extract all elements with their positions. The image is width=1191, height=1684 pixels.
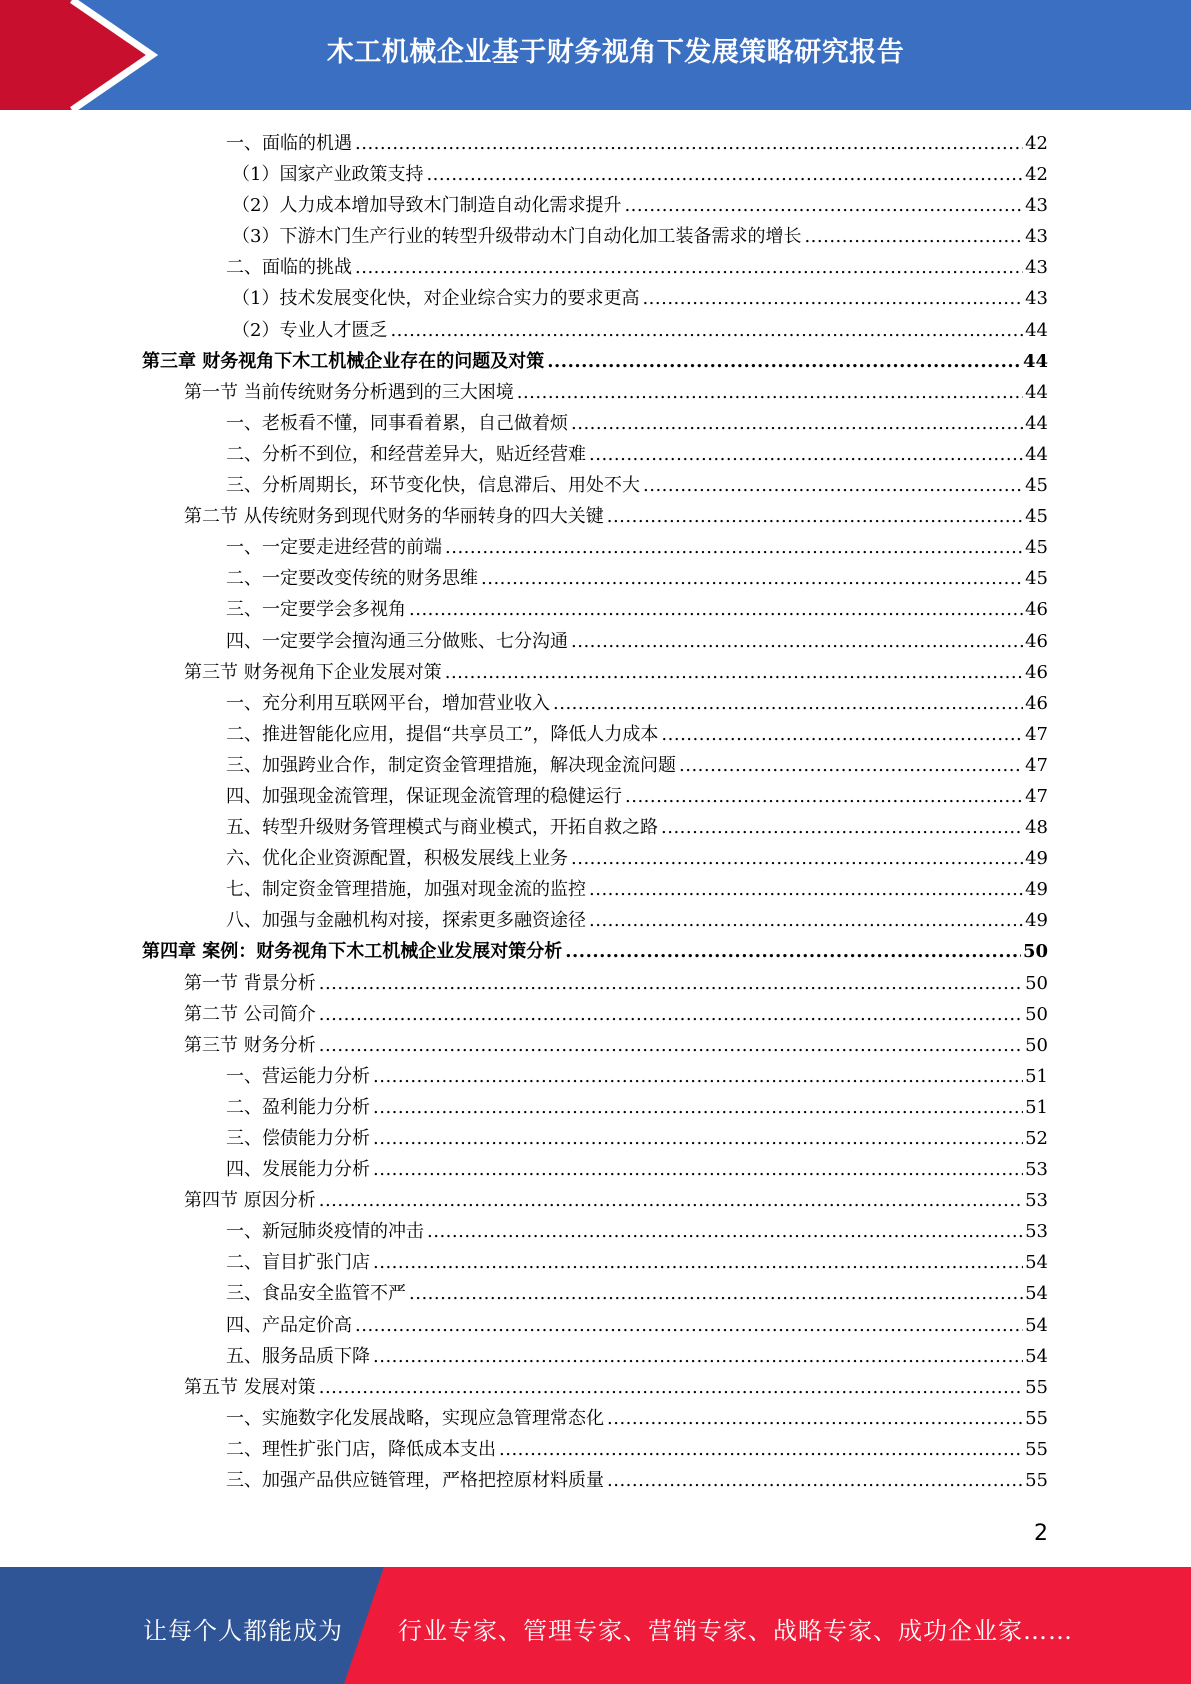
toc-dot-leader	[319, 1372, 1023, 1403]
toc-dot-leader	[661, 812, 1023, 843]
toc-entry-page: 44	[1022, 350, 1048, 372]
toc-dot-leader	[319, 1185, 1023, 1216]
toc-dot-leader	[373, 1123, 1023, 1154]
toc-subsection-entry[interactable]	[142, 315, 1048, 346]
toc-subsection-entry[interactable]	[142, 470, 1048, 501]
toc-entry-title: 三、一定要学会多视角	[226, 599, 406, 621]
toc-subsection-entry[interactable]	[142, 719, 1048, 750]
toc-dot-leader	[571, 626, 1023, 657]
toc-entry-title: （1）技术发展变化快，对企业综合实力的要求更高	[232, 288, 640, 310]
toc-dot-leader	[319, 1030, 1023, 1061]
toc-entry-page: 50	[1025, 972, 1048, 994]
toc-dot-leader	[607, 1403, 1023, 1434]
toc-subsection-entry[interactable]	[142, 1216, 1048, 1247]
toc-entry-page: 45	[1025, 537, 1048, 559]
toc-entry-title: 三、偿债能力分析	[226, 1128, 370, 1149]
toc-section-entry[interactable]	[142, 1372, 1048, 1403]
toc-subsection-entry[interactable]	[142, 1154, 1048, 1185]
toc-section-entry[interactable]	[142, 999, 1048, 1030]
toc-entry-page: 53	[1025, 1159, 1048, 1181]
toc-entry-title: 七、制定资金管理措施，加强对现金流的监控	[226, 879, 586, 901]
toc-entry-page: 51	[1025, 1065, 1048, 1087]
toc-entry-page: 43	[1025, 288, 1048, 310]
toc-dot-leader	[355, 252, 1023, 283]
toc-dot-leader	[409, 1278, 1023, 1309]
toc-entry-title: 五、转型升级财务管理模式与商业模式，开拓自救之路	[226, 817, 658, 839]
toc-section-entry[interactable]	[142, 377, 1048, 408]
toc-dot-leader	[607, 1465, 1023, 1496]
toc-dot-leader	[373, 1061, 1023, 1092]
toc-entry-title: 二、一定要改变传统的财务思维	[226, 568, 478, 590]
toc-chapter-entry[interactable]	[142, 346, 1048, 377]
toc-dot-leader	[517, 377, 1023, 408]
toc-entry-page: 46	[1025, 630, 1048, 652]
toc-entry-title: 二、面临的挑战	[226, 257, 352, 279]
toc-entry-title: 二、理性扩张门店，降低成本支出	[226, 1438, 496, 1460]
toc-entry-page: 50	[1025, 1034, 1048, 1056]
toc-subsection-entry[interactable]	[142, 1061, 1048, 1092]
footer-slogan-left: 让每个人都能成为	[143, 1617, 343, 1645]
toc-entry-title: 一、老板看不懂，同事看着累，自己做着烦	[226, 412, 568, 434]
page-footer	[0, 1567, 1191, 1684]
toc-entry-page: 43	[1025, 226, 1048, 248]
toc-section-entry[interactable]	[142, 1030, 1048, 1061]
toc-dot-leader	[319, 999, 1023, 1030]
toc-subsection-entry[interactable]	[142, 408, 1048, 439]
toc-dot-leader	[607, 501, 1023, 532]
toc-entry-title: 四、加强现金流管理，保证现金流管理的稳健运行	[226, 785, 622, 807]
toc-entry-title: （3）下游木门生产行业的转型升级带动木门自动化加工装备需求的增长	[232, 226, 802, 248]
toc-dot-leader	[355, 1310, 1023, 1341]
toc-dot-leader	[553, 688, 1023, 719]
toc-section-entry[interactable]	[142, 1185, 1048, 1216]
toc-subsection-entry[interactable]	[142, 190, 1048, 221]
toc-dot-leader	[481, 563, 1023, 594]
toc-entry-title: （2）专业人才匮乏	[232, 319, 388, 341]
toc-dot-leader	[624, 190, 1023, 221]
toc-entry-title: （2）人力成本增加导致木门制造自动化需求提升	[232, 195, 622, 217]
toc-entry-title: 四、发展能力分析	[226, 1159, 370, 1181]
toc-dot-leader	[409, 594, 1023, 625]
toc-dot-leader	[445, 657, 1023, 688]
toc-dot-leader	[571, 843, 1023, 874]
toc-entry-page: 44	[1025, 319, 1048, 341]
toc-entry-page: 49	[1025, 879, 1048, 901]
toc-dot-leader	[547, 346, 1021, 377]
toc-subsection-entry[interactable]	[142, 688, 1048, 719]
toc-entry-page: 53	[1025, 1221, 1048, 1243]
toc-entry-page: 55	[1025, 1407, 1048, 1429]
toc-dot-leader	[426, 159, 1023, 190]
toc-dot-leader	[565, 936, 1021, 967]
footer-slogan-right: 行业专家、管理专家、营销专家、战略专家、成功企业家……	[398, 1617, 1073, 1645]
toc-entry-page: 45	[1025, 475, 1048, 497]
toc-entry-title: 三、加强产品供应链管理，严格把控原材料质量	[226, 1470, 604, 1492]
toc-entry-title: 第三章 财务视角下木工机械企业存在的问题及对策	[142, 350, 545, 372]
toc-section-entry[interactable]	[142, 657, 1048, 688]
table-of-contents	[142, 128, 1048, 1496]
toc-dot-leader	[390, 315, 1023, 346]
toc-entry-title: 五、服务品质下降	[226, 1345, 370, 1367]
toc-entry-title: 第三节 财务视角下企业发展对策	[184, 661, 442, 683]
toc-entry-title: 第四章 案例：财务视角下木工机械企业发展对策分析	[142, 941, 563, 963]
toc-entry-page: 44	[1025, 412, 1048, 434]
toc-entry-page: 45	[1025, 568, 1048, 590]
toc-entry-page: 42	[1025, 164, 1048, 186]
toc-entry-title: 八、加强与金融机构对接，探索更多融资途径	[226, 910, 586, 932]
toc-dot-leader	[625, 781, 1023, 812]
toc-subsection-entry[interactable]	[142, 1465, 1048, 1496]
toc-entry-page: 50	[1022, 941, 1048, 963]
toc-entry-page: 47	[1025, 723, 1048, 745]
toc-entry-title: 第五节 发展对策	[184, 1376, 316, 1398]
toc-entry-page: 49	[1025, 910, 1048, 932]
toc-entry-title: 第二节 公司简介	[184, 1003, 316, 1025]
toc-entry-page: 54	[1025, 1345, 1048, 1367]
toc-dot-leader	[445, 532, 1023, 563]
toc-subsection-entry[interactable]	[142, 874, 1048, 905]
toc-entry-page: 46	[1025, 599, 1048, 621]
toc-dot-leader	[319, 968, 1023, 999]
toc-dot-leader	[804, 221, 1023, 252]
toc-entry-title: 三、食品安全监管不严	[226, 1283, 406, 1305]
toc-subsection-entry[interactable]	[142, 128, 1048, 159]
toc-entry-title: 第四节 原因分析	[184, 1190, 316, 1212]
toc-subsection-entry[interactable]	[142, 1278, 1048, 1309]
toc-entry-title: 第一节 背景分析	[184, 972, 316, 994]
toc-entry-page: 55	[1025, 1470, 1048, 1492]
toc-subsection-entry[interactable]	[142, 905, 1048, 936]
toc-subsection-entry[interactable]	[142, 532, 1048, 563]
toc-chapter-entry[interactable]	[142, 936, 1048, 967]
toc-dot-leader	[589, 905, 1023, 936]
toc-entry-title: 四、产品定价高	[226, 1314, 352, 1336]
toc-entry-title: 第三节 财务分析	[184, 1034, 316, 1056]
toc-subsection-entry[interactable]	[142, 781, 1048, 812]
toc-entry-page: 46	[1025, 661, 1048, 683]
toc-dot-leader	[373, 1092, 1023, 1123]
toc-dot-leader	[499, 1434, 1023, 1465]
toc-dot-leader	[373, 1247, 1023, 1278]
toc-entry-title: 一、面临的机遇	[226, 133, 352, 154]
toc-subsection-entry[interactable]	[142, 1341, 1048, 1372]
toc-entry-page: 54	[1025, 1252, 1048, 1274]
page-number: 2	[1034, 1521, 1048, 1546]
toc-dot-leader	[373, 1154, 1023, 1185]
toc-entry-title: 第一节 当前传统财务分析遇到的三大困境	[184, 381, 514, 403]
toc-subsection-entry[interactable]	[142, 283, 1048, 314]
toc-dot-leader	[642, 283, 1023, 314]
toc-entry-title: 第二节 从传统财务到现代财务的华丽转身的四大关键	[184, 506, 604, 528]
toc-entry-page: 54	[1025, 1283, 1048, 1305]
toc-dot-leader	[427, 1216, 1023, 1247]
toc-entry-page: 54	[1025, 1314, 1048, 1336]
toc-entry-title: 三、加强跨业合作，制定资金管理措施，解决现金流问题	[226, 754, 676, 776]
toc-entry-title: 二、推进智能化应用，提倡“共享员工”，降低人力成本	[226, 723, 659, 745]
toc-entry-page: 47	[1025, 785, 1048, 807]
toc-entry-title: 三、分析周期长，环节变化快，信息滞后、用处不大	[226, 475, 640, 497]
toc-entry-page: 49	[1025, 848, 1048, 870]
toc-subsection-entry[interactable]	[142, 594, 1048, 625]
toc-dot-leader	[571, 408, 1023, 439]
toc-subsection-entry[interactable]	[142, 626, 1048, 657]
toc-entry-page: 47	[1025, 754, 1048, 776]
toc-entry-page: 45	[1025, 506, 1048, 528]
page-header	[0, 0, 1191, 110]
toc-entry-page: 53	[1025, 1190, 1048, 1212]
toc-entry-title: 二、盈利能力分析	[226, 1096, 370, 1118]
toc-entry-page: 43	[1025, 195, 1048, 217]
toc-subsection-entry[interactable]	[142, 563, 1048, 594]
toc-subsection-entry[interactable]	[142, 750, 1048, 781]
toc-dot-leader	[355, 128, 1023, 159]
toc-entry-title: 二、盲目扩张门店	[226, 1252, 370, 1274]
toc-entry-title: 二、分析不到位，和经营差异大，贴近经营难	[226, 443, 586, 465]
toc-subsection-entry[interactable]	[142, 1403, 1048, 1434]
toc-entry-title: 一、充分利用互联网平台，增加营业收入	[226, 692, 550, 714]
toc-entry-page: 43	[1025, 257, 1048, 279]
toc-entry-page: 48	[1025, 817, 1048, 839]
toc-entry-page: 51	[1025, 1096, 1048, 1118]
toc-entry-title: 六、优化企业资源配置，积极发展线上业务	[226, 848, 568, 870]
toc-subsection-entry[interactable]	[142, 1123, 1048, 1154]
header-title: 木工机械企业基于财务视角下发展策略研究报告	[326, 37, 905, 68]
toc-entry-title: 一、一定要走进经营的前端	[226, 537, 442, 559]
toc-entry-page: 44	[1025, 381, 1048, 403]
toc-subsection-entry[interactable]	[142, 843, 1048, 874]
toc-entry-title: 一、营运能力分析	[226, 1065, 370, 1087]
toc-entry-page: 55	[1025, 1376, 1048, 1398]
toc-subsection-entry[interactable]	[142, 1247, 1048, 1278]
toc-dot-leader	[643, 470, 1023, 501]
toc-subsection-entry[interactable]	[142, 1310, 1048, 1341]
toc-entry-page: 50	[1025, 1003, 1048, 1025]
toc-section-entry[interactable]	[142, 501, 1048, 532]
toc-subsection-entry[interactable]	[142, 439, 1048, 470]
toc-dot-leader	[373, 1341, 1023, 1372]
toc-dot-leader	[589, 439, 1023, 470]
toc-entry-page: 52	[1025, 1128, 1048, 1149]
toc-entry-title: 一、实施数字化发展战略，实现应急管理常态化	[226, 1407, 604, 1429]
toc-subsection-entry[interactable]	[142, 221, 1048, 252]
toc-dot-leader	[589, 874, 1023, 905]
toc-subsection-entry[interactable]	[142, 1092, 1048, 1123]
toc-subsection-entry[interactable]	[142, 1434, 1048, 1465]
toc-entry-page: 46	[1025, 692, 1048, 714]
toc-subsection-entry[interactable]	[142, 159, 1048, 190]
toc-entry-page: 44	[1025, 443, 1048, 465]
toc-dot-leader	[679, 750, 1023, 781]
toc-entry-title: （1）国家产业政策支持	[232, 164, 424, 186]
toc-entry-title: 一、新冠肺炎疫情的冲击	[226, 1221, 424, 1243]
toc-subsection-entry[interactable]	[142, 812, 1048, 843]
toc-section-entry[interactable]	[142, 968, 1048, 999]
toc-entry-title: 四、一定要学会擅沟通三分做账、七分沟通	[226, 630, 568, 652]
toc-subsection-entry[interactable]	[142, 252, 1048, 283]
toc-entry-page: 55	[1025, 1438, 1048, 1460]
toc-entry-page: 42	[1025, 133, 1048, 154]
toc-dot-leader	[661, 719, 1023, 750]
